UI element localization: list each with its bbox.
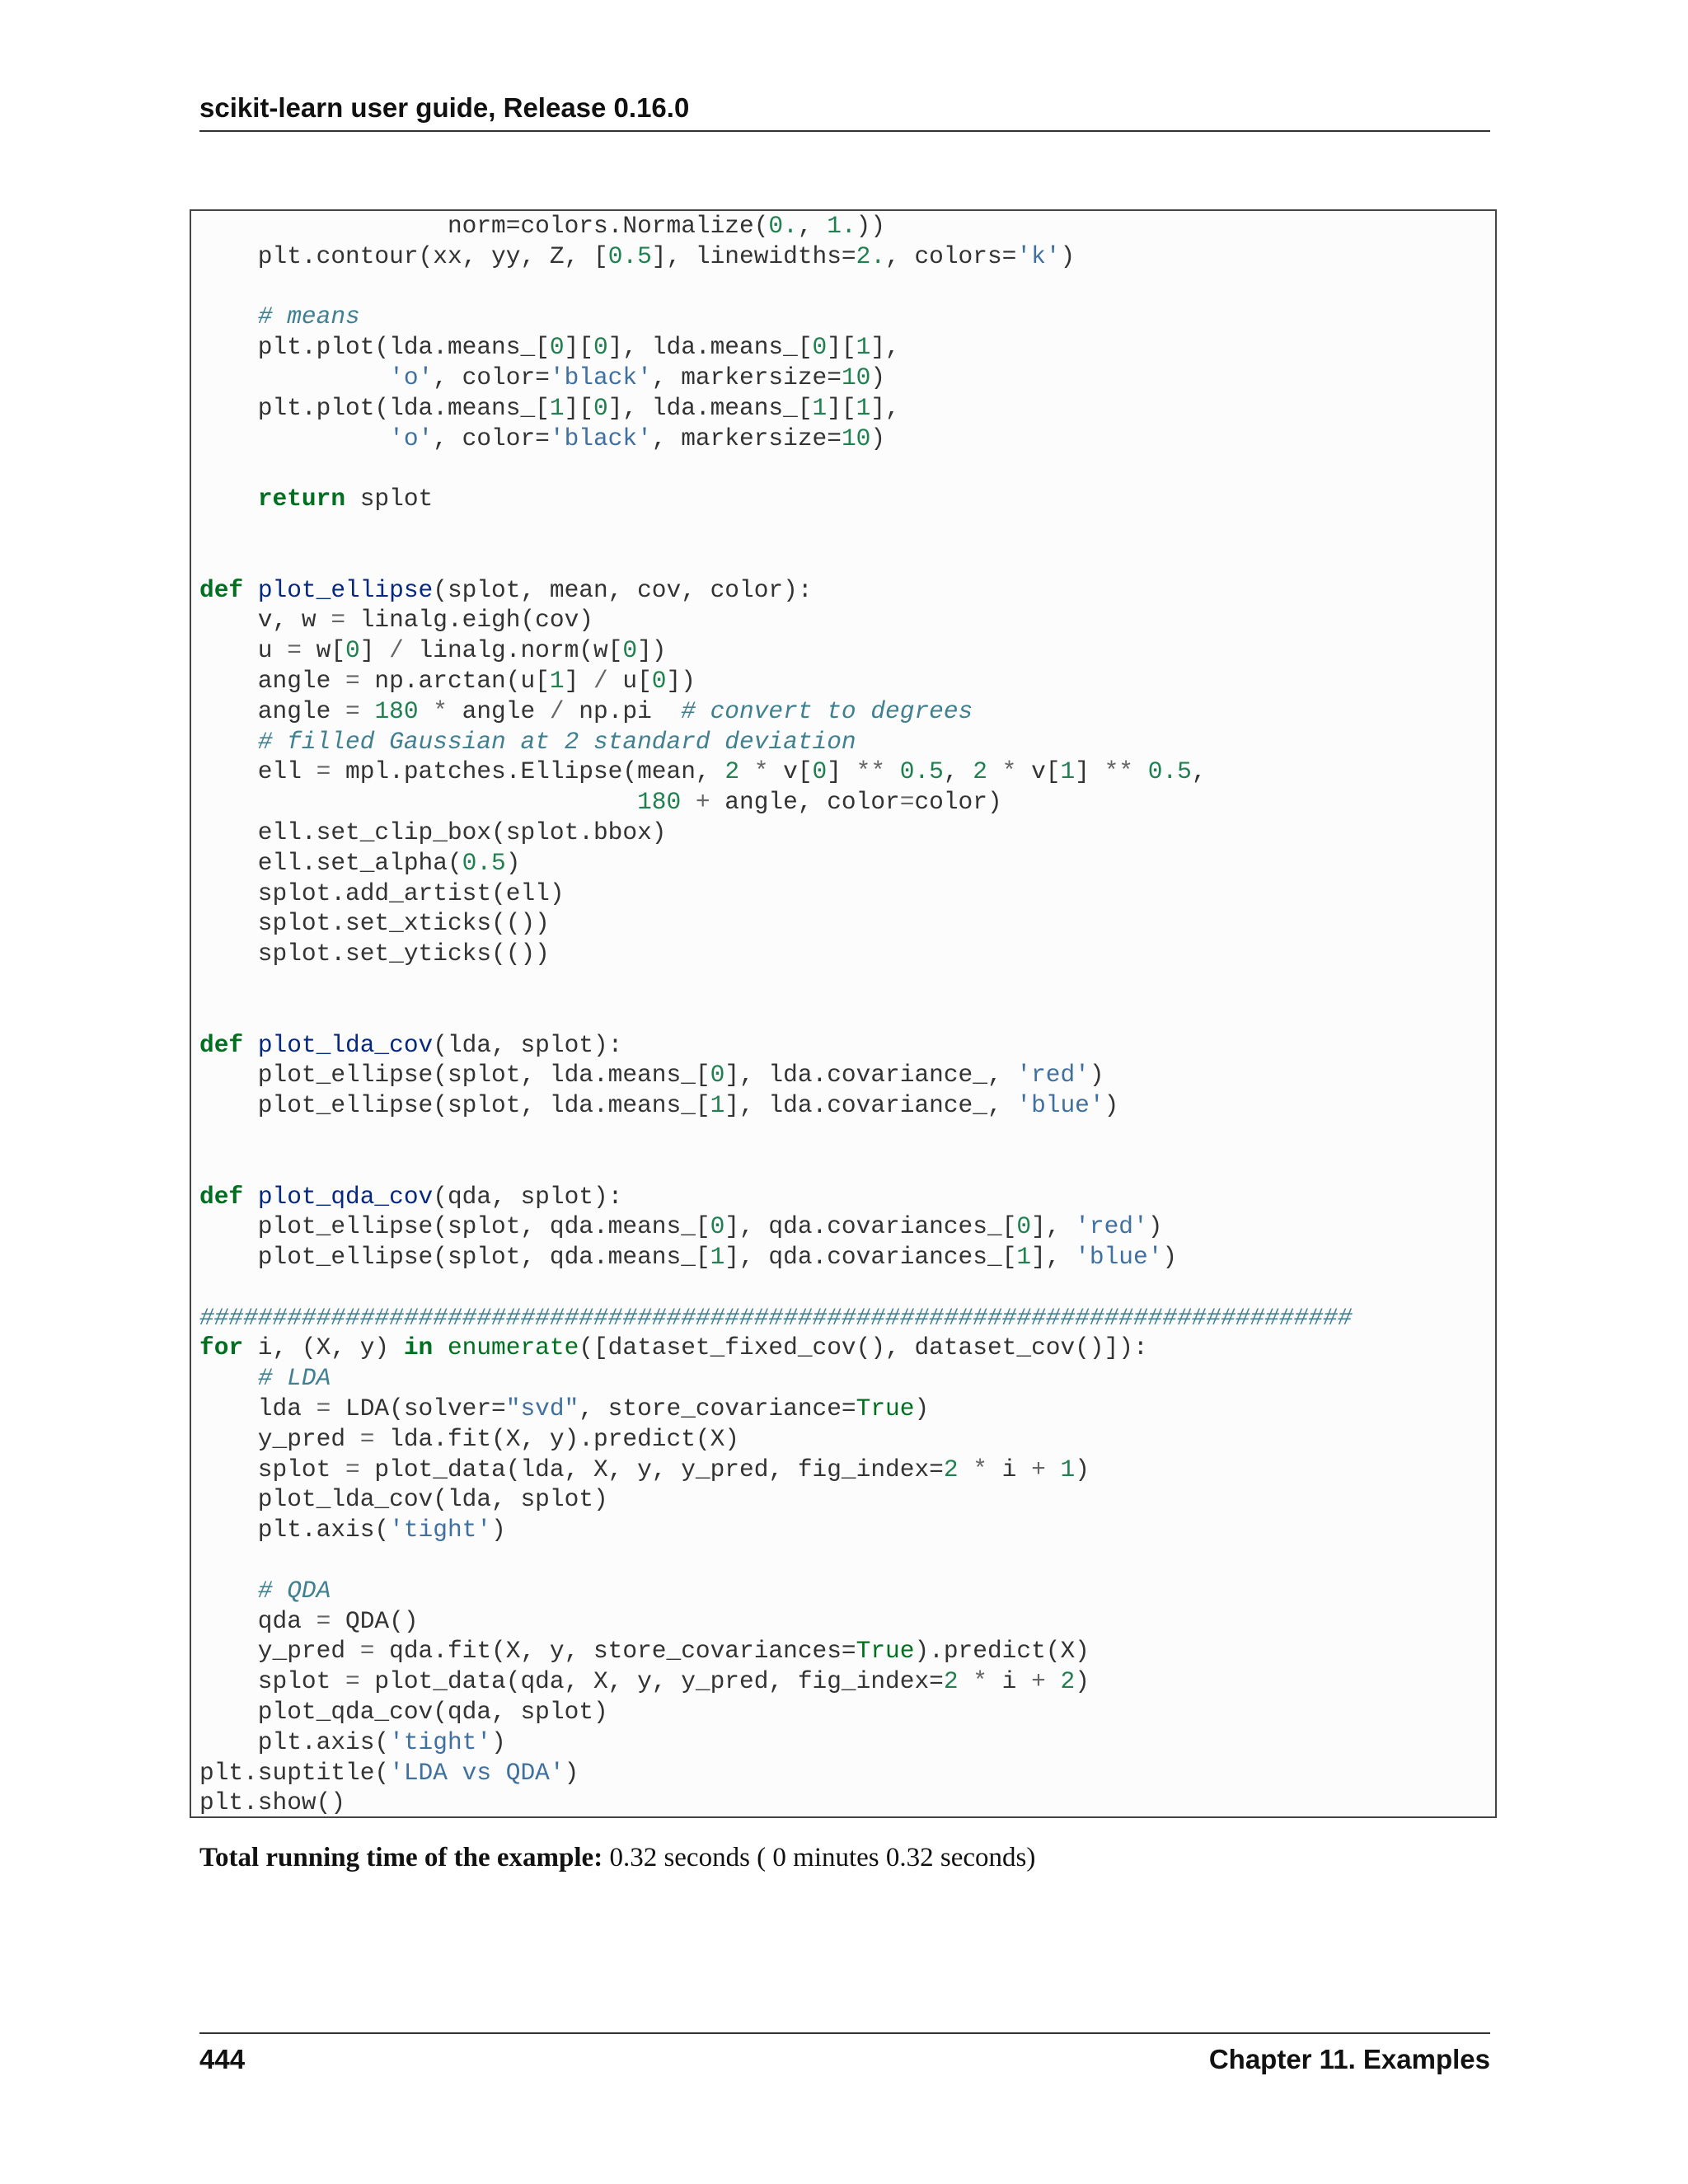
code-token: QDA()	[331, 1606, 419, 1635]
code-token: plot_data(qda, X, y, y_pred, fig_index=	[359, 1667, 944, 1696]
chapter-title: Chapter 11. Examples	[1208, 2044, 1490, 2074]
code-block-container	[190, 209, 1497, 1818]
code-token: 'tight'	[389, 1516, 492, 1544]
code-token: 0	[812, 757, 828, 786]
page-header	[199, 92, 1490, 132]
code-token: *	[973, 1667, 987, 1696]
code-token: i	[987, 1455, 1032, 1483]
code-token: 1	[812, 393, 828, 422]
code-line	[199, 1090, 1495, 1121]
code-token: y_pred	[199, 1424, 360, 1453]
code-token: qda	[199, 1606, 316, 1635]
code-token	[199, 424, 389, 452]
code-token: v, w	[199, 606, 331, 635]
code-token: 'red'	[1016, 1061, 1090, 1090]
code-line	[199, 635, 1495, 666]
code-token: y_pred	[199, 1637, 360, 1666]
code-token: # convert to degrees	[681, 696, 973, 725]
code-token	[199, 363, 389, 391]
code-line	[199, 1666, 1495, 1697]
code-token: splot.add_artist(ell)	[199, 879, 565, 907]
code-token	[419, 697, 434, 725]
code-token: =	[316, 1606, 331, 1635]
code-token: linalg.eigh(cov)	[345, 606, 593, 635]
code-token: ][	[564, 393, 593, 422]
code-token: 0	[593, 393, 608, 422]
code-token: ], linewidths=	[651, 241, 856, 270]
code-token: 0	[345, 636, 360, 665]
code-token: 'black'	[549, 424, 652, 452]
code-token	[199, 485, 258, 513]
code-token: enumerate	[447, 1333, 579, 1362]
code-token: np.pi	[564, 696, 682, 725]
code-line	[199, 363, 1495, 393]
code-token: return	[257, 485, 346, 513]
code-line	[199, 1727, 1495, 1758]
code-token: 'blue'	[1016, 1091, 1104, 1120]
code-token: True	[856, 1637, 915, 1666]
code-token: =	[359, 1637, 375, 1666]
code-token: u[	[607, 666, 652, 695]
code-token: ], lda.covariance_,	[724, 1091, 1017, 1120]
code-line	[199, 666, 1495, 696]
code-token: =	[345, 1455, 360, 1483]
code-line	[199, 393, 1495, 424]
code-line	[199, 211, 1495, 241]
code-token: +	[1031, 1667, 1046, 1696]
code-token: ).predict(X)	[914, 1637, 1090, 1666]
code-token: plot_ellipse(splot, qda.means_[	[199, 1212, 710, 1241]
code-token: 180	[374, 696, 419, 725]
code-token: 0	[812, 333, 828, 362]
code-token: 1.	[827, 212, 856, 240]
code-token: ], lda.means_[	[607, 393, 813, 422]
code-token: ],	[870, 333, 900, 362]
code-token: 0	[710, 1061, 725, 1090]
code-token: lda.fit(X, y).predict(X)	[374, 1424, 740, 1453]
code-token: =	[345, 696, 360, 725]
code-token	[199, 728, 258, 756]
code-token: 2	[1060, 1667, 1076, 1696]
code-token: ])	[637, 636, 667, 665]
code-line	[199, 514, 1495, 545]
code-token: )	[914, 1394, 930, 1423]
code-token: +	[695, 788, 710, 817]
code-token: v[	[768, 757, 813, 786]
code-line	[199, 424, 1495, 454]
code-token: ]	[827, 757, 856, 786]
code-line	[199, 848, 1495, 879]
code-token: 'o'	[389, 363, 434, 391]
code-token: **	[856, 757, 886, 786]
code-token: ,	[1191, 757, 1207, 786]
code-token: )	[870, 424, 886, 452]
code-token: ],	[1031, 1212, 1076, 1241]
code-token: plt.plot(lda.means_[	[199, 333, 550, 362]
code-token: plot_qda_cov(qda, splot)	[199, 1698, 608, 1727]
code-token: True	[856, 1394, 915, 1423]
code-token: =	[899, 788, 915, 817]
code-token: splot	[345, 485, 434, 513]
code-token: =	[287, 636, 302, 665]
code-token: 10	[841, 424, 871, 452]
code-line	[199, 727, 1495, 757]
code-line	[199, 272, 1495, 302]
code-line	[199, 1758, 1495, 1788]
code-token: ,	[943, 757, 973, 786]
code-token: /	[549, 696, 565, 725]
code-token: *	[433, 696, 448, 725]
code-token: )	[505, 848, 521, 877]
code-token: def	[199, 1030, 244, 1059]
code-token: =	[331, 606, 346, 635]
code-token: 1	[549, 666, 565, 695]
code-token: angle, color	[710, 788, 900, 817]
code-token: **	[1104, 757, 1133, 786]
code-line	[199, 1303, 1495, 1333]
code-token: ell.set_alpha(	[199, 848, 462, 877]
code-line	[199, 1272, 1495, 1303]
code-token: 0.5	[462, 848, 506, 877]
code-token: linalg.norm(w[	[403, 636, 623, 665]
code-line	[199, 1394, 1495, 1424]
code-line	[199, 757, 1495, 787]
code-line	[199, 1576, 1495, 1606]
code-token	[1046, 1667, 1061, 1695]
code-token: ell	[199, 757, 316, 786]
code-token: 1	[710, 1243, 725, 1272]
code-token	[199, 302, 258, 330]
code-token: plot_ellipse	[257, 575, 434, 604]
code-token	[243, 576, 258, 604]
code-token: qda.fit(X, y, store_covariances=	[374, 1637, 856, 1666]
code-token: ###############################################################################	[199, 1303, 1353, 1332]
code-token: /	[389, 636, 404, 665]
code-token: norm=colors.Normalize(	[199, 212, 769, 240]
code-token: plt.contour(xx, yy, Z, [	[199, 241, 608, 270]
code-token: lda	[199, 1394, 316, 1423]
code-line	[199, 1484, 1495, 1515]
code-token: )	[870, 363, 886, 391]
code-token: =	[316, 1394, 331, 1423]
code-line	[199, 908, 1495, 939]
code-line	[199, 818, 1495, 848]
code-block	[191, 211, 1495, 1818]
code-line	[199, 1212, 1495, 1242]
code-token: 0	[549, 333, 565, 362]
code-line	[199, 1060, 1495, 1090]
code-line	[199, 879, 1495, 909]
code-token	[433, 1333, 448, 1361]
code-token: *	[753, 757, 769, 786]
code-token	[1046, 1455, 1061, 1483]
code-token: ]	[564, 666, 593, 695]
code-token: ][	[827, 393, 856, 422]
code-line	[199, 1455, 1495, 1485]
code-line	[199, 1182, 1495, 1212]
code-line	[199, 575, 1495, 606]
code-token: 1	[1060, 757, 1076, 786]
code-token: ,	[797, 212, 828, 240]
code-token	[959, 1455, 973, 1483]
code-token: plot_ellipse(splot, lda.means_[	[199, 1091, 710, 1120]
code-line	[199, 1363, 1495, 1394]
code-token: 1	[710, 1091, 725, 1120]
code-token: 0.5	[899, 757, 944, 786]
code-token: , color=	[433, 424, 550, 452]
page-footer	[199, 2032, 1490, 2075]
code-token	[885, 757, 900, 785]
code-token: ([dataset_fixed_cov(), dataset_cov()]):	[579, 1333, 1148, 1362]
running-time-value: 0.32 seconds ( 0 minutes 0.32 seconds)	[603, 1843, 1036, 1872]
code-line	[199, 1151, 1495, 1182]
code-token: plot_qda_cov	[257, 1182, 434, 1211]
code-line	[199, 787, 1495, 818]
code-token: plt.axis(	[199, 1727, 390, 1756]
code-token: /	[593, 666, 608, 695]
code-token: =	[359, 1424, 375, 1453]
code-token: plt.show()	[199, 1788, 346, 1817]
code-line	[199, 1636, 1495, 1666]
code-token: =	[345, 1667, 360, 1696]
code-token: 'o'	[389, 424, 434, 452]
code-token: 1	[1060, 1455, 1076, 1483]
code-token: =	[316, 757, 331, 786]
code-token: mpl.patches.Ellipse(mean,	[331, 757, 725, 786]
code-line	[199, 1788, 1495, 1818]
code-token: ])	[666, 666, 696, 695]
code-line	[199, 302, 1495, 332]
code-line	[199, 545, 1495, 575]
code-token: 2.	[856, 241, 886, 270]
code-token	[959, 1667, 973, 1695]
code-line	[199, 605, 1495, 635]
code-token: plot_ellipse(splot, lda.means_[	[199, 1061, 710, 1090]
code-token: 2	[973, 757, 987, 786]
code-token: 0.	[768, 212, 798, 240]
code-token: i, (X, y)	[243, 1333, 404, 1362]
code-token: def	[199, 1182, 244, 1211]
code-line	[199, 969, 1495, 1000]
code-token	[360, 697, 375, 725]
code-token: plt.axis(	[199, 1516, 390, 1544]
code-token: 0.5	[607, 241, 652, 270]
code-token: , markersize=	[651, 363, 842, 391]
code-line	[199, 1545, 1495, 1576]
code-token: )	[491, 1727, 506, 1756]
code-token: 0	[622, 636, 638, 665]
code-token: )	[1075, 1667, 1090, 1696]
code-line	[199, 484, 1495, 514]
code-token: ], lda.covariance_,	[724, 1061, 1017, 1090]
code-token: v[	[1016, 757, 1061, 786]
code-token: ], qda.covariances_[	[724, 1212, 1017, 1241]
code-token: , color=	[433, 363, 550, 391]
code-token: ],	[870, 393, 900, 422]
code-token: plot_ellipse(splot, qda.means_[	[199, 1243, 710, 1272]
code-token: )	[491, 1516, 506, 1544]
code-line	[199, 1030, 1495, 1061]
code-token: 0	[710, 1212, 725, 1241]
code-token: 'LDA vs QDA'	[389, 1758, 565, 1787]
code-token: ], qda.covariances_[	[724, 1243, 1017, 1272]
code-line	[199, 1000, 1495, 1030]
code-token: for	[199, 1333, 244, 1362]
code-token: ]	[1075, 757, 1104, 786]
code-token: splot	[199, 1667, 346, 1696]
code-token: angle	[447, 696, 550, 725]
code-token	[199, 1364, 258, 1392]
code-token: (lda, splot):	[433, 1030, 623, 1059]
code-token: 1	[856, 393, 871, 422]
code-token: 'black'	[549, 363, 652, 391]
code-token: u	[199, 636, 288, 665]
code-token: (splot, mean, cov, color):	[433, 575, 813, 604]
code-token: 1	[1016, 1243, 1032, 1272]
code-line	[199, 1242, 1495, 1272]
code-token	[243, 1183, 258, 1211]
code-line	[199, 1515, 1495, 1545]
code-token: 0.5	[1147, 757, 1192, 786]
code-token: splot	[199, 1455, 346, 1483]
code-token: "svd"	[505, 1394, 579, 1423]
code-token: angle	[199, 696, 346, 725]
code-token: color)	[914, 788, 1002, 817]
code-token: 'tight'	[389, 1727, 492, 1756]
code-token: )	[1147, 1212, 1163, 1241]
code-token: ], lda.means_[	[607, 333, 813, 362]
code-token: splot.set_xticks(())	[199, 909, 550, 938]
code-token: plot_lda_cov	[257, 1030, 434, 1059]
code-token: ][	[827, 333, 856, 362]
code-line	[199, 1424, 1495, 1455]
code-token: , colors=	[885, 241, 1017, 270]
code-token: 'k'	[1016, 241, 1061, 270]
code-line	[199, 1606, 1495, 1637]
code-token: plot_data(lda, X, y, y_pred, fig_index=	[359, 1455, 944, 1483]
code-token: (qda, splot):	[433, 1182, 623, 1211]
code-token: *	[973, 1455, 987, 1483]
code-token	[987, 757, 1002, 785]
code-token: 180	[637, 788, 682, 817]
code-token: ))	[856, 212, 886, 240]
code-token: 0	[593, 333, 608, 362]
code-line	[199, 453, 1495, 484]
code-token: 'red'	[1075, 1212, 1148, 1241]
code-token: )	[1060, 241, 1076, 270]
code-token: , store_covariance=	[579, 1394, 856, 1423]
code-line	[199, 1697, 1495, 1727]
code-token: *	[1001, 757, 1017, 786]
code-token: 10	[841, 363, 871, 391]
code-token	[243, 1031, 258, 1059]
code-token	[199, 1577, 258, 1605]
code-token: i	[987, 1667, 1032, 1696]
code-token: 1	[549, 393, 565, 422]
code-token: 2	[943, 1455, 959, 1483]
code-token: 0	[651, 666, 667, 695]
code-token: ],	[1031, 1243, 1076, 1272]
running-time-note	[199, 1843, 1035, 1873]
code-line	[199, 241, 1495, 272]
code-token: 1	[856, 333, 871, 362]
code-token: # QDA	[257, 1576, 331, 1605]
running-time-label: Total running time of the example:	[199, 1843, 603, 1872]
code-token: 2	[943, 1667, 959, 1696]
code-line	[199, 1121, 1495, 1151]
code-token: )	[564, 1758, 579, 1787]
code-line	[199, 939, 1495, 969]
code-line	[199, 1333, 1495, 1363]
code-token	[739, 757, 754, 785]
code-token: plt.suptitle(	[199, 1758, 390, 1787]
code-token	[1133, 757, 1148, 785]
code-token: # filled Gaussian at 2 standard deviation	[257, 727, 856, 756]
code-token	[199, 788, 637, 816]
page-number: 444	[199, 2044, 246, 2074]
code-token: )	[1162, 1243, 1178, 1272]
code-token: splot.set_yticks(())	[199, 940, 550, 968]
code-token: +	[1031, 1455, 1046, 1483]
page-header-title: scikit-learn user guide, Release 0.16.0	[199, 92, 690, 123]
code-token: # means	[257, 302, 360, 331]
code-token: plt.plot(lda.means_[	[199, 393, 550, 422]
code-token: in	[403, 1333, 434, 1362]
code-token: LDA(solver=	[331, 1394, 506, 1423]
code-token	[681, 788, 696, 816]
code-token: w[	[301, 636, 346, 665]
code-token: =	[345, 666, 360, 695]
code-token: )	[1089, 1061, 1104, 1090]
code-token: 2	[724, 757, 740, 786]
code-token: ][	[564, 333, 593, 362]
code-token: )	[1104, 1091, 1119, 1120]
code-token: angle	[199, 666, 346, 695]
code-token: # LDA	[257, 1364, 331, 1393]
code-token: ]	[359, 636, 390, 665]
code-line	[199, 696, 1495, 727]
code-token: def	[199, 575, 244, 604]
code-token: ell.set_clip_box(splot.bbox)	[199, 818, 667, 846]
code-token: 'blue'	[1075, 1243, 1163, 1272]
code-token: 0	[1016, 1212, 1032, 1241]
code-token: )	[1075, 1455, 1090, 1483]
code-token: np.arctan(u[	[359, 666, 550, 695]
code-line	[199, 332, 1495, 363]
code-token: , markersize=	[651, 424, 842, 452]
code-token: plot_lda_cov(lda, splot)	[199, 1485, 608, 1514]
